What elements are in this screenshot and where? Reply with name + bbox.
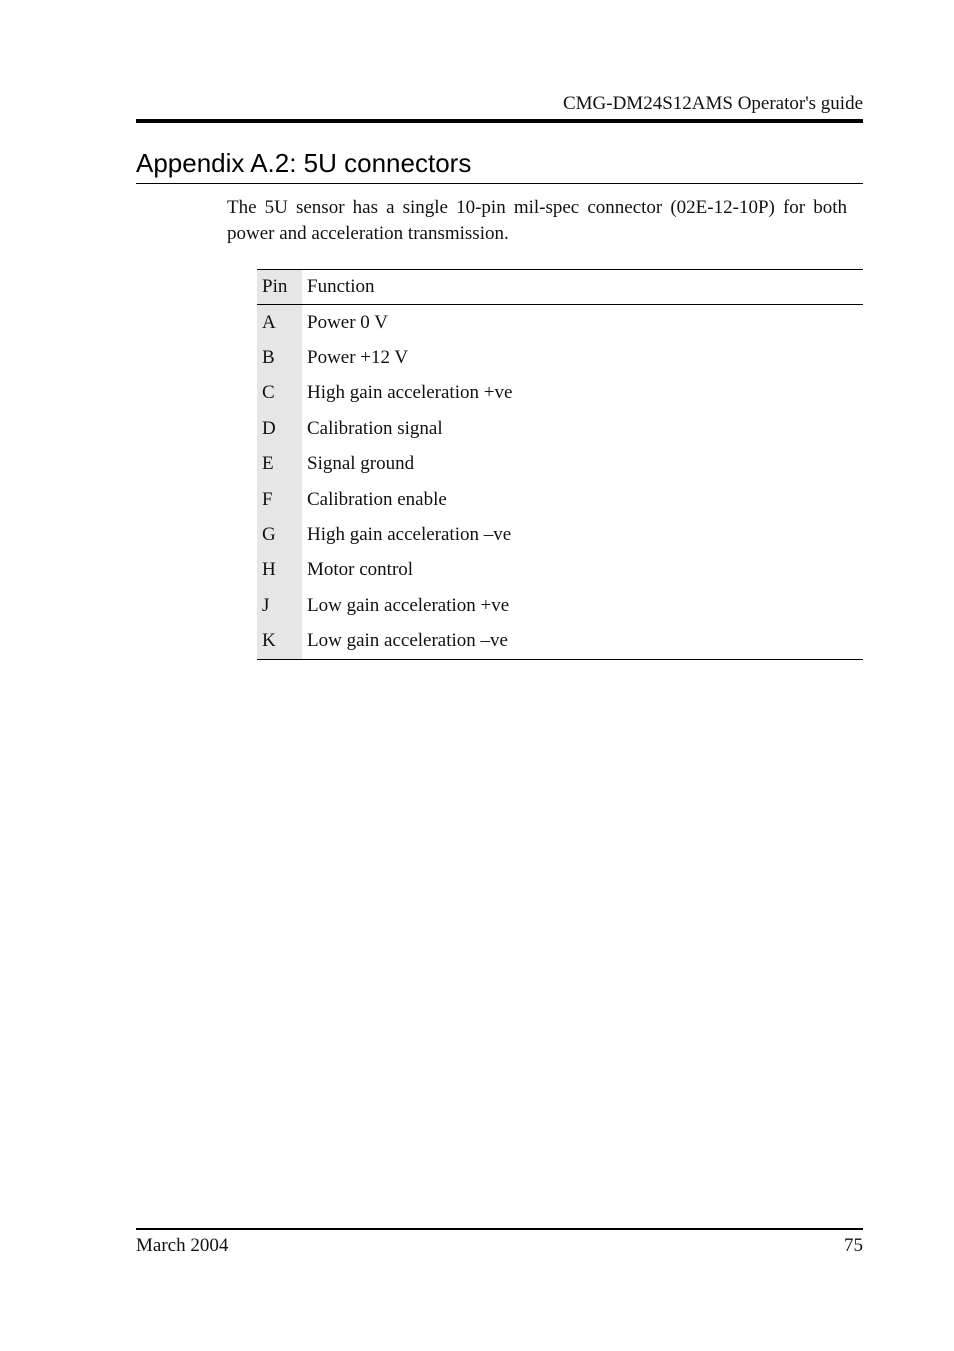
function-cell: Low gain acceleration +ve	[307, 594, 510, 616]
table-row	[257, 553, 863, 588]
table-row	[257, 411, 863, 446]
table-row	[257, 482, 863, 517]
function-cell: Power 0 V	[307, 311, 388, 333]
pin-cell: D	[257, 411, 302, 446]
table-row	[257, 624, 863, 660]
function-column-header: Function	[307, 276, 375, 297]
function-cell: High gain acceleration +ve	[307, 382, 513, 404]
pin-cell: J	[257, 588, 302, 623]
pin-column-header: Pin	[257, 270, 302, 305]
footer-rule	[136, 1228, 863, 1230]
intro-paragraph: The 5U sensor has a single 10-pin mil-spec connector (02E-12-10P) for both power and acceleration transmission.	[227, 197, 847, 244]
function-cell: Calibration signal	[307, 417, 443, 439]
function-cell: Calibration enable	[307, 488, 447, 510]
table-row	[257, 340, 863, 375]
pin-function-table	[257, 269, 863, 660]
table-header-row	[257, 270, 863, 305]
function-cell: Power +12 V	[307, 347, 409, 369]
pin-cell: F	[257, 482, 302, 517]
title-rule	[136, 183, 863, 184]
function-cell: Motor control	[307, 559, 414, 581]
table-row	[257, 588, 863, 623]
function-cell: Low gain acceleration –ve	[307, 630, 508, 652]
function-cell: Signal ground	[307, 453, 415, 475]
section-title: Appendix A.2: 5U connectors	[136, 148, 472, 178]
page-number: 75	[844, 1235, 863, 1256]
table-row	[257, 376, 863, 411]
table-row	[257, 447, 863, 482]
pin-cell: E	[257, 447, 302, 482]
running-header: CMG-DM24S12AMS Operator's guide	[562, 93, 863, 114]
pin-cell: G	[257, 517, 302, 552]
header-rule	[136, 119, 863, 123]
table-row	[257, 517, 863, 552]
pin-cell: K	[257, 624, 302, 660]
footer-date: March 2004	[136, 1235, 229, 1256]
pin-cell: B	[257, 340, 302, 375]
pin-cell: C	[257, 376, 302, 411]
pin-cell: H	[257, 553, 302, 588]
function-cell: High gain acceleration –ve	[307, 524, 512, 546]
pin-cell: A	[257, 305, 302, 341]
table-row	[257, 305, 863, 341]
